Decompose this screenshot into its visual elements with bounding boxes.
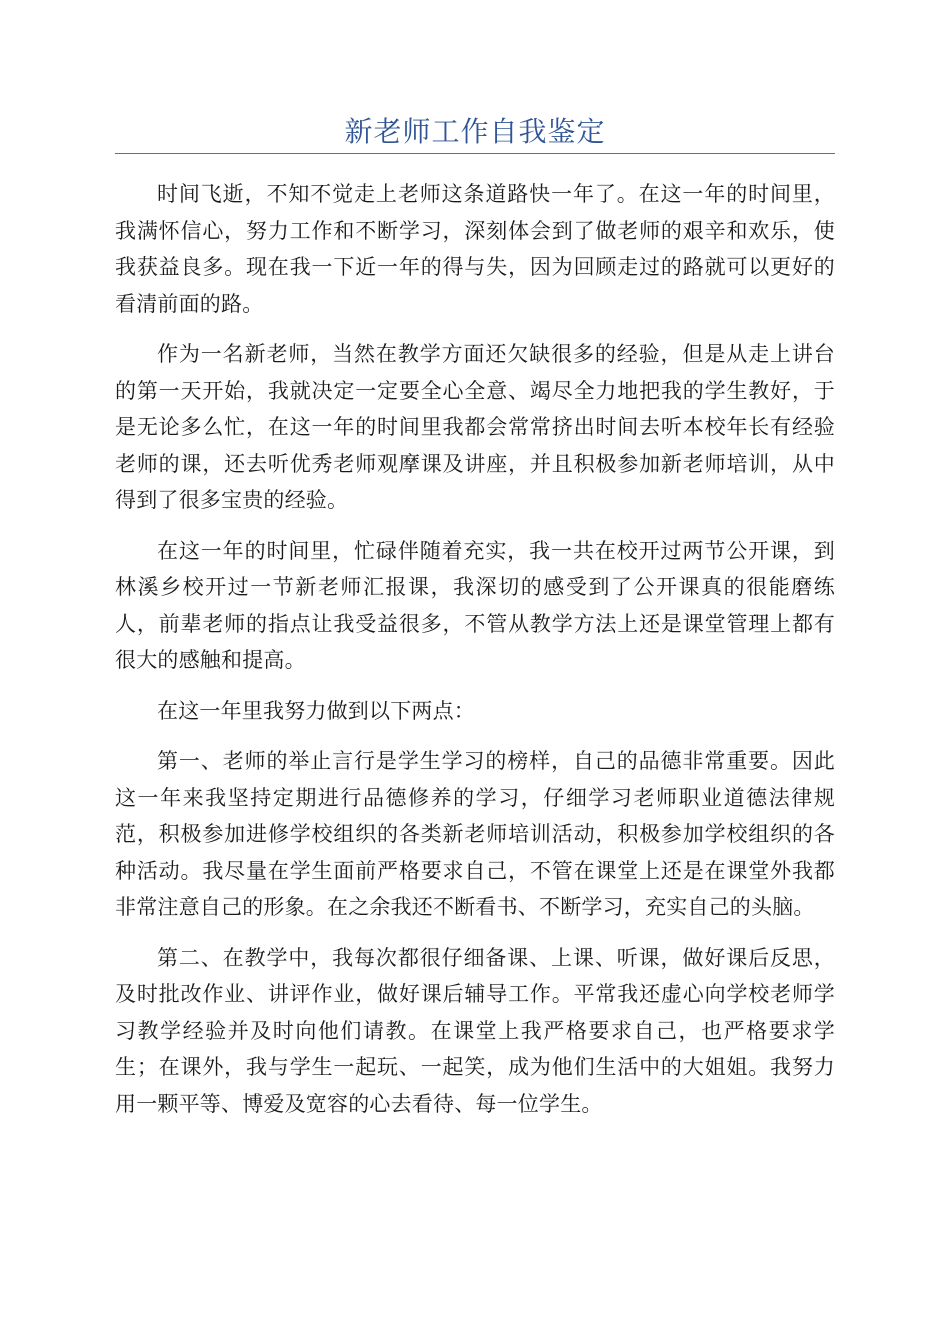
document-body (115, 176, 835, 1136)
paragraph-6: 第二、在教学中，我每次都很仔细备课、上课、听课，做好课后反思，及时批改作业、讲评作业，做好课后辅导工作。平常我还虚心向学校老师学习教学经验并及时向他们请教。在课堂上我严格要求自己，也严格要求学生；在课外，我与学生一起玩、一起笑，成为他们生活中的大姐姐。我努力用一颗平等、博爱及宽容的心去看待、每一位学生。 (115, 945, 835, 1116)
paragraph-3: 在这一年的时间里，忙碌伴随着充实，我一共在校开过两节公开课，到林溪乡校开过一节新老师汇报课，我深切的感受到了公开课真的很能磨练人，前辈老师的指点让我受益很多，不管从教学方法上还是课堂管理上都有很大的感触和提高。 (115, 538, 835, 672)
document-title: 新老师工作自我鉴定 (344, 115, 606, 148)
paragraph-5: 第一、老师的举止言行是学生学习的榜样，自己的品德非常重要。因此这一年来我坚持定期进行品德修养的学习，仔细学习老师职业道德法律规范，积极参加进修学校组织的各类新老师培训活动，积极参加学校组织的各种活动。我尽量在学生面前严格要求自己，不管在课堂上还是在课堂外我都非常注意自己的形象。在之余我还不断看书、不断学习，充实自己的头脑。 (115, 749, 835, 919)
paragraph-1: 时间飞逝，不知不觉走上老师这条道路快一年了。在这一年的时间里，我满怀信心，努力工作和不断学习，深刻体会到了做老师的艰辛和欢乐，使我获益良多。现在我一下近一年的得与失，因为回顾走过的路就可以更好的看清前面的路。 (115, 182, 835, 316)
paragraph-4: 在这一年里我努力做到以下两点： (157, 698, 475, 723)
paragraph-2: 作为一名新老师，当然在教学方面还欠缺很多的经验，但是从走上讲台的第一天开始，我就决定一定要全心全意、竭尽全力地把我的学生教好，于是无论多么忙，在这一年的时间里我都会常常挤出时间去听本校年长有经验老师的课，还去听优秀老师观摩课及讲座，并且积极参加新老师培训，从中得到了很多宝贵的经验。 (115, 342, 835, 512)
title-underline (115, 153, 835, 154)
